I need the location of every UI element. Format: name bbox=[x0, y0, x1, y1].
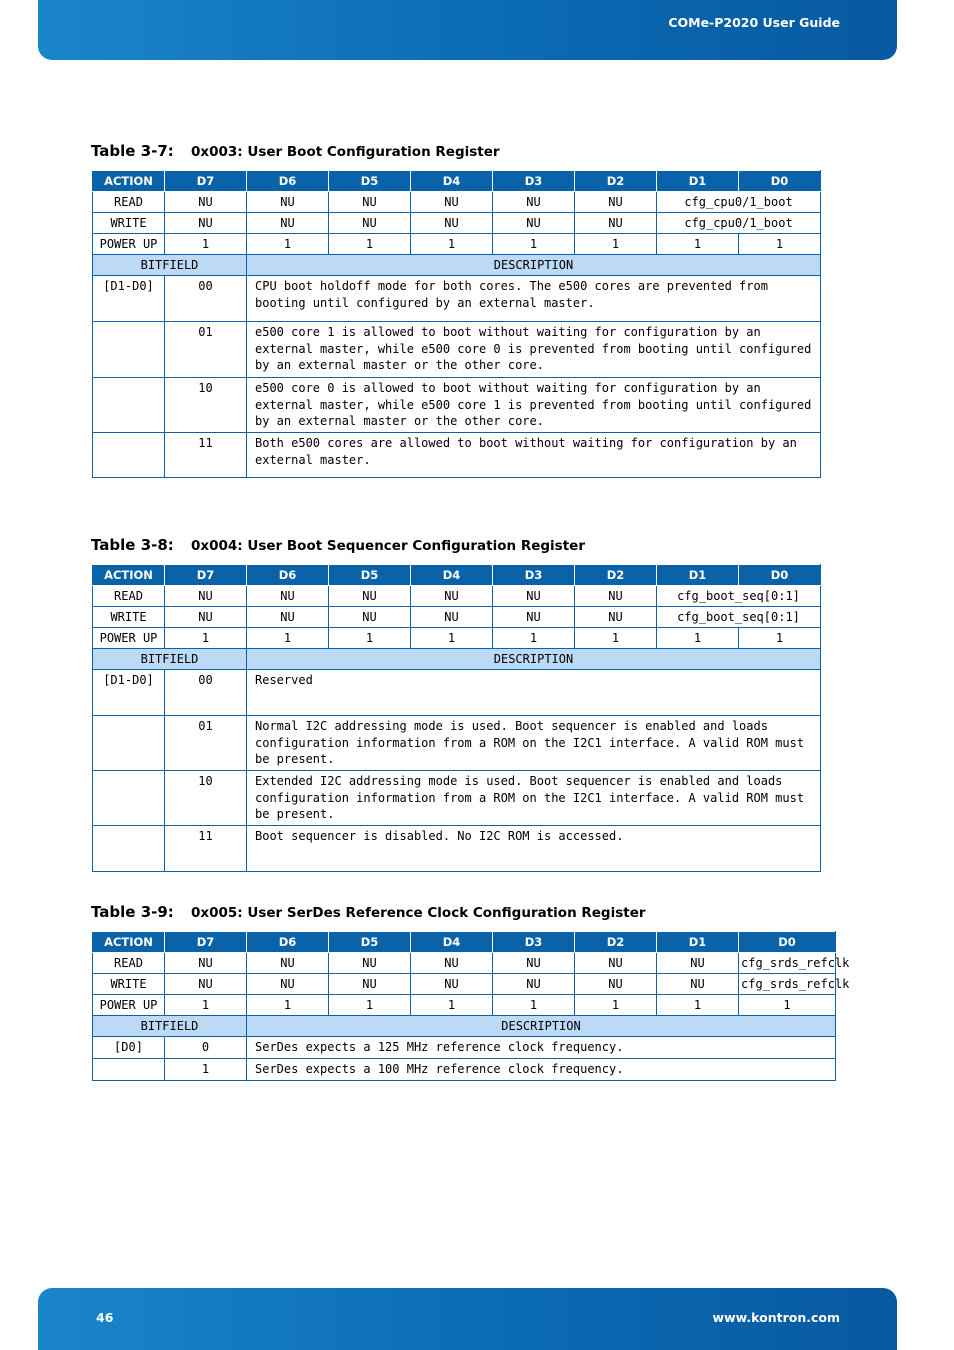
bitfield-name bbox=[93, 322, 165, 378]
bitfield-value: 00 bbox=[165, 276, 247, 322]
register-table bbox=[92, 170, 821, 478]
bit-cell: NU bbox=[575, 192, 657, 213]
bit-cell: NU bbox=[329, 586, 411, 607]
bit-cell: cfg_srds_refclk bbox=[739, 953, 836, 974]
column-header: D6 bbox=[247, 565, 329, 586]
bitfield-value: 10 bbox=[165, 378, 247, 433]
table-row bbox=[93, 192, 821, 213]
bit-cell: 1 bbox=[493, 995, 575, 1016]
bitfield-header: BITFIELD bbox=[93, 1016, 247, 1037]
page-number: 46 bbox=[96, 1310, 114, 1325]
action-cell: WRITE bbox=[93, 607, 165, 628]
column-header: D0 bbox=[739, 932, 836, 953]
column-header-row bbox=[93, 932, 836, 953]
table-title: 0x004: User Boot Sequencer Configuration Register bbox=[191, 538, 585, 554]
table-caption bbox=[91, 902, 646, 921]
bit-cell: 1 bbox=[165, 628, 247, 649]
bit-cell: 1 bbox=[739, 234, 821, 255]
description-header: DESCRIPTION bbox=[247, 1016, 836, 1037]
bit-cell: 1 bbox=[165, 995, 247, 1016]
column-header: D1 bbox=[657, 171, 739, 192]
bitfield-row bbox=[93, 322, 821, 378]
column-header: D3 bbox=[493, 932, 575, 953]
column-header: ACTION bbox=[93, 565, 165, 586]
column-header: ACTION bbox=[93, 932, 165, 953]
bit-cell: NU bbox=[329, 974, 411, 995]
bitfield-value: 10 bbox=[165, 771, 247, 826]
table-number: Table 3-9: bbox=[91, 903, 174, 921]
bit-cell: 1 bbox=[247, 628, 329, 649]
action-cell: READ bbox=[93, 953, 165, 974]
bitfield-row bbox=[93, 433, 821, 478]
merged-bit-cell: cfg_boot_seq[0:1] bbox=[657, 607, 821, 628]
bit-cell: 1 bbox=[739, 628, 821, 649]
action-cell: POWER UP bbox=[93, 995, 165, 1016]
column-header: D5 bbox=[329, 932, 411, 953]
bitfield-row bbox=[93, 716, 821, 771]
table-row bbox=[93, 213, 821, 234]
column-header: D7 bbox=[165, 565, 247, 586]
bitfield-value: 0 bbox=[165, 1037, 247, 1059]
register-table bbox=[92, 931, 850, 1081]
description-header: DESCRIPTION bbox=[247, 255, 821, 276]
bit-cell: 1 bbox=[411, 628, 493, 649]
table-row bbox=[93, 628, 821, 649]
table-row bbox=[93, 995, 836, 1016]
bit-cell: NU bbox=[575, 213, 657, 234]
bitfield-value: 1 bbox=[165, 1059, 247, 1081]
bit-cell: NU bbox=[411, 607, 493, 628]
bit-cell: 1 bbox=[329, 234, 411, 255]
merged-bit-cell: cfg_cpu0/1_boot bbox=[657, 213, 821, 234]
bitfield-row bbox=[93, 1037, 836, 1059]
bitfield-row bbox=[93, 276, 821, 322]
bit-cell: 1 bbox=[329, 995, 411, 1016]
bit-cell: NU bbox=[411, 192, 493, 213]
bit-cell: 1 bbox=[493, 628, 575, 649]
bit-cell: NU bbox=[493, 953, 575, 974]
bit-cell: NU bbox=[411, 974, 493, 995]
bitfield-name bbox=[93, 378, 165, 433]
document-title: COMe-P2020 User Guide bbox=[668, 15, 840, 30]
bit-cell: NU bbox=[493, 607, 575, 628]
bit-cell: 1 bbox=[657, 995, 739, 1016]
column-header: D5 bbox=[329, 171, 411, 192]
bitfield-row bbox=[93, 771, 821, 826]
bitfield-value: 00 bbox=[165, 670, 247, 716]
bit-cell: NU bbox=[329, 607, 411, 628]
bit-cell: 1 bbox=[411, 234, 493, 255]
footer-band bbox=[38, 1288, 897, 1350]
bitfield-name bbox=[93, 433, 165, 478]
column-header: D3 bbox=[493, 565, 575, 586]
bit-cell: 1 bbox=[657, 628, 739, 649]
column-header: D2 bbox=[575, 932, 657, 953]
column-header: D4 bbox=[411, 932, 493, 953]
table-title: 0x003: User Boot Configuration Register bbox=[191, 144, 500, 160]
column-header: D2 bbox=[575, 565, 657, 586]
bitfield-description: Normal I2C addressing mode is used. Boot sequencer is enabled and loads configuration information from a ROM on the I2C1 interface. A valid ROM must be present. bbox=[247, 716, 821, 771]
bitfield-description: SerDes expects a 100 MHz reference clock frequency. bbox=[247, 1059, 836, 1081]
column-header-row bbox=[93, 565, 821, 586]
bit-cell: NU bbox=[165, 586, 247, 607]
column-header: D1 bbox=[657, 932, 739, 953]
bit-cell: 1 bbox=[575, 628, 657, 649]
bit-cell: NU bbox=[247, 607, 329, 628]
column-header: D6 bbox=[247, 932, 329, 953]
bitfield-value: 11 bbox=[165, 433, 247, 478]
column-header: D3 bbox=[493, 171, 575, 192]
bitfield-description: Both e500 cores are allowed to boot without waiting for configuration by an external master. bbox=[247, 433, 821, 478]
column-header: D4 bbox=[411, 171, 493, 192]
bit-cell: NU bbox=[247, 213, 329, 234]
table-row bbox=[93, 953, 836, 974]
bit-cell: NU bbox=[247, 586, 329, 607]
bitfield-name bbox=[93, 716, 165, 771]
bitfield-name: [D1-D0] bbox=[93, 670, 165, 716]
column-header: D7 bbox=[165, 171, 247, 192]
merged-bit-cell: cfg_cpu0/1_boot bbox=[657, 192, 821, 213]
bit-cell: NU bbox=[247, 974, 329, 995]
column-header: D5 bbox=[329, 565, 411, 586]
bit-cell: 1 bbox=[329, 628, 411, 649]
table-number: Table 3-7: bbox=[91, 142, 174, 160]
bit-cell: 1 bbox=[247, 234, 329, 255]
bitfield-description: e500 core 0 is allowed to boot without waiting for configuration by an external master, while e500 core 1 is prevented from booting until configured by an external master or the other core. bbox=[247, 378, 821, 433]
table-title: 0x005: User SerDes Reference Clock Configuration Register bbox=[191, 905, 646, 921]
subheader-row bbox=[93, 1016, 836, 1037]
bit-cell: NU bbox=[165, 192, 247, 213]
bit-cell: NU bbox=[247, 192, 329, 213]
action-cell: WRITE bbox=[93, 213, 165, 234]
bit-cell: NU bbox=[411, 213, 493, 234]
column-header: D0 bbox=[739, 171, 821, 192]
bitfield-row bbox=[93, 826, 821, 872]
bit-cell: cfg_srds_refclk bbox=[739, 974, 836, 995]
bitfield-description: Boot sequencer is disabled. No I2C ROM is accessed. bbox=[247, 826, 821, 872]
bitfield-value: 11 bbox=[165, 826, 247, 872]
bit-cell: 1 bbox=[165, 234, 247, 255]
bitfield-name bbox=[93, 826, 165, 872]
bitfield-name bbox=[93, 1059, 165, 1081]
action-cell: READ bbox=[93, 586, 165, 607]
table-row bbox=[93, 234, 821, 255]
action-cell: POWER UP bbox=[93, 628, 165, 649]
bit-cell: 1 bbox=[575, 234, 657, 255]
bit-cell: 1 bbox=[411, 995, 493, 1016]
table-caption bbox=[91, 535, 585, 554]
bit-cell: NU bbox=[165, 213, 247, 234]
bit-cell: 1 bbox=[493, 234, 575, 255]
bit-cell: 1 bbox=[657, 234, 739, 255]
bitfield-description: e500 core 1 is allowed to boot without waiting for configuration by an external master, while e500 core 0 is prevented from booting until configured by an external master or the other core. bbox=[247, 322, 821, 378]
table-caption bbox=[91, 141, 500, 160]
bitfield-header: BITFIELD bbox=[93, 649, 247, 670]
bitfield-row bbox=[93, 1059, 836, 1081]
action-cell: WRITE bbox=[93, 974, 165, 995]
bitfield-header: BITFIELD bbox=[93, 255, 247, 276]
bit-cell: NU bbox=[329, 953, 411, 974]
column-header: D0 bbox=[739, 565, 821, 586]
bit-cell: NU bbox=[575, 953, 657, 974]
action-cell: READ bbox=[93, 192, 165, 213]
bitfield-row bbox=[93, 378, 821, 433]
column-header-row bbox=[93, 171, 821, 192]
subheader-row bbox=[93, 649, 821, 670]
bitfield-value: 01 bbox=[165, 716, 247, 771]
bitfield-name: [D0] bbox=[93, 1037, 165, 1059]
bit-cell: NU bbox=[575, 974, 657, 995]
bit-cell: NU bbox=[329, 213, 411, 234]
subheader-row bbox=[93, 255, 821, 276]
column-header: ACTION bbox=[93, 171, 165, 192]
bit-cell: NU bbox=[575, 607, 657, 628]
bit-cell: 1 bbox=[739, 995, 836, 1016]
bit-cell: NU bbox=[493, 974, 575, 995]
bit-cell: NU bbox=[493, 192, 575, 213]
merged-bit-cell: cfg_boot_seq[0:1] bbox=[657, 586, 821, 607]
bit-cell: NU bbox=[165, 607, 247, 628]
bit-cell: NU bbox=[411, 586, 493, 607]
header-band bbox=[38, 0, 897, 60]
bitfield-row bbox=[93, 670, 821, 716]
table-row bbox=[93, 974, 836, 995]
bit-cell: NU bbox=[493, 213, 575, 234]
bit-cell: NU bbox=[411, 953, 493, 974]
bitfield-name: [D1-D0] bbox=[93, 276, 165, 322]
bit-cell: NU bbox=[575, 586, 657, 607]
column-header: D2 bbox=[575, 171, 657, 192]
bit-cell: 1 bbox=[575, 995, 657, 1016]
website-link[interactable]: www.kontron.com bbox=[712, 1310, 840, 1325]
action-cell: POWER UP bbox=[93, 234, 165, 255]
bit-cell: NU bbox=[165, 974, 247, 995]
column-header: D1 bbox=[657, 565, 739, 586]
column-header: D7 bbox=[165, 932, 247, 953]
column-header: D6 bbox=[247, 171, 329, 192]
bit-cell: NU bbox=[247, 953, 329, 974]
bit-cell: NU bbox=[165, 953, 247, 974]
bitfield-description: Extended I2C addressing mode is used. Boot sequencer is enabled and loads configuration information from a ROM on the I2C1 interface. A valid ROM must be present. bbox=[247, 771, 821, 826]
bit-cell: NU bbox=[329, 192, 411, 213]
bitfield-description: CPU boot holdoff mode for both cores. The e500 cores are prevented from booting until configured by an external master. bbox=[247, 276, 821, 322]
description-header: DESCRIPTION bbox=[247, 649, 821, 670]
table-number: Table 3-8: bbox=[91, 536, 174, 554]
bit-cell: NU bbox=[493, 586, 575, 607]
bitfield-description: SerDes expects a 125 MHz reference clock frequency. bbox=[247, 1037, 836, 1059]
table-row bbox=[93, 586, 821, 607]
bitfield-value: 01 bbox=[165, 322, 247, 378]
column-header: D4 bbox=[411, 565, 493, 586]
register-table bbox=[92, 564, 821, 872]
bitfield-name bbox=[93, 771, 165, 826]
bit-cell: NU bbox=[657, 974, 739, 995]
bitfield-description: Reserved bbox=[247, 670, 821, 716]
bit-cell: NU bbox=[657, 953, 739, 974]
table-row bbox=[93, 607, 821, 628]
bit-cell: 1 bbox=[247, 995, 329, 1016]
